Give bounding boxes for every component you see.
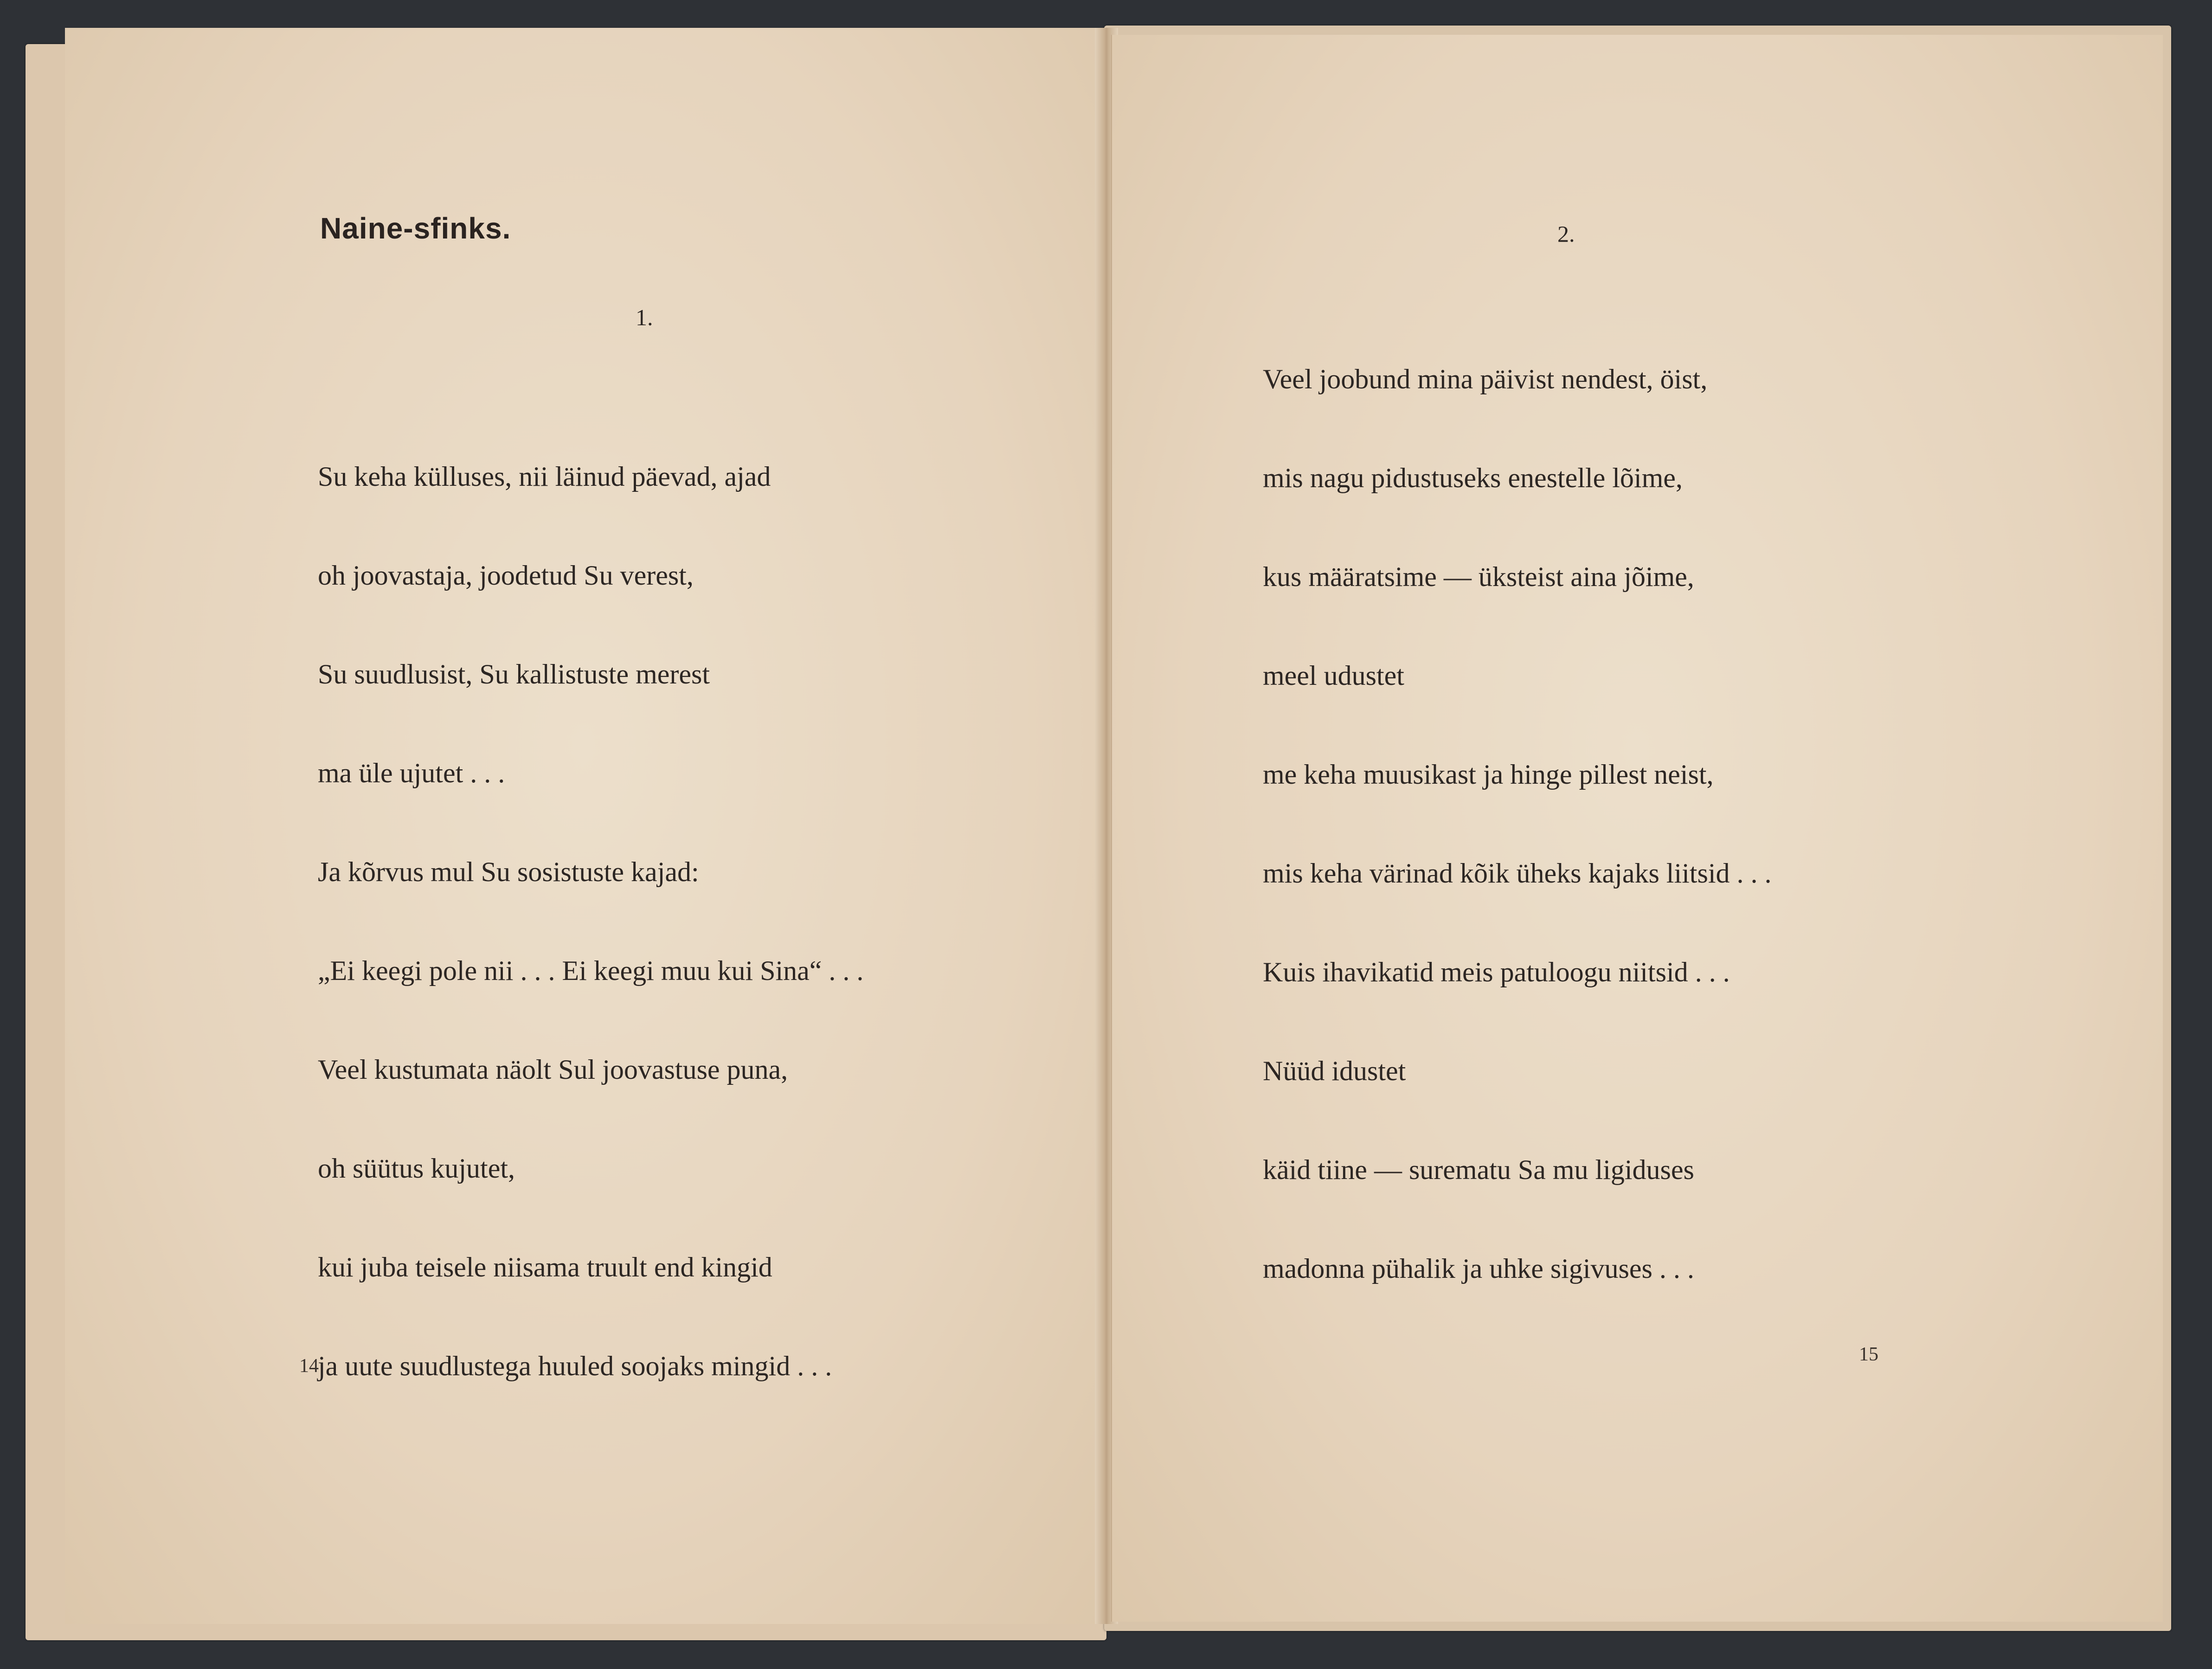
poem-line: kui juba teisele niisama truult end kingid xyxy=(318,1252,772,1282)
poem-line: oh joovastaja, joodetud Su verest, xyxy=(318,560,694,591)
poem-title: Naine-sfinks. xyxy=(320,212,511,245)
poem-line: Nüüd idustet xyxy=(1263,1056,1406,1086)
section-number-2: 2. xyxy=(1557,221,1575,247)
page-number-left: 14 xyxy=(299,1355,319,1377)
poem-line: me keha muusikast ja hinge pillest neist, xyxy=(1263,759,1714,790)
left-page xyxy=(65,28,1103,1624)
section-number-1: 1. xyxy=(636,304,653,330)
poem-line: mis keha värinad kõik üheks kajaks liitsid . . . xyxy=(1263,858,1772,889)
poem-line: Veel kustumata näolt Sul joovastuse puna, xyxy=(318,1054,788,1085)
right-poem-text xyxy=(1263,297,1772,1351)
poem-line: mis nagu pidustuseks enestelle lõime, xyxy=(1263,463,1683,493)
poem-line: „Ei keegi pole nii . . . Ei keegi muu kui Sina“ . . . xyxy=(318,955,864,986)
left-poem-text xyxy=(318,394,863,1449)
page-number-right: 15 xyxy=(1859,1344,1878,1365)
right-page xyxy=(1111,35,2163,1622)
poem-line: ja uute suudlustega huuled soojaks mingid . . . xyxy=(318,1351,832,1381)
poem-line: Veel joobund mina päivist nendest, öist, xyxy=(1263,364,1708,394)
poem-line: meel udustet xyxy=(1263,660,1404,691)
poem-line: käid tiine — surematu Sa mu ligiduses xyxy=(1263,1154,1694,1185)
poem-line: Su keha külluses, nii läinud päevad, ajad xyxy=(318,461,771,492)
poem-line: kus määratsime — üksteist aina jõime, xyxy=(1263,561,1694,592)
poem-line: ma üle ujutet . . . xyxy=(318,758,505,788)
poem-line: Su suudlusist, Su kallistuste merest xyxy=(318,659,710,690)
poem-line: oh süütus kujutet, xyxy=(318,1153,515,1184)
poem-line: Ja kõrvus mul Su sosistuste kajad: xyxy=(318,857,699,887)
poem-line: madonna pühalik ja uhke sigivuses . . . xyxy=(1263,1253,1694,1284)
poem-line: Kuis ihavikatid meis patuloogu niitsid . . . xyxy=(1263,957,1730,987)
